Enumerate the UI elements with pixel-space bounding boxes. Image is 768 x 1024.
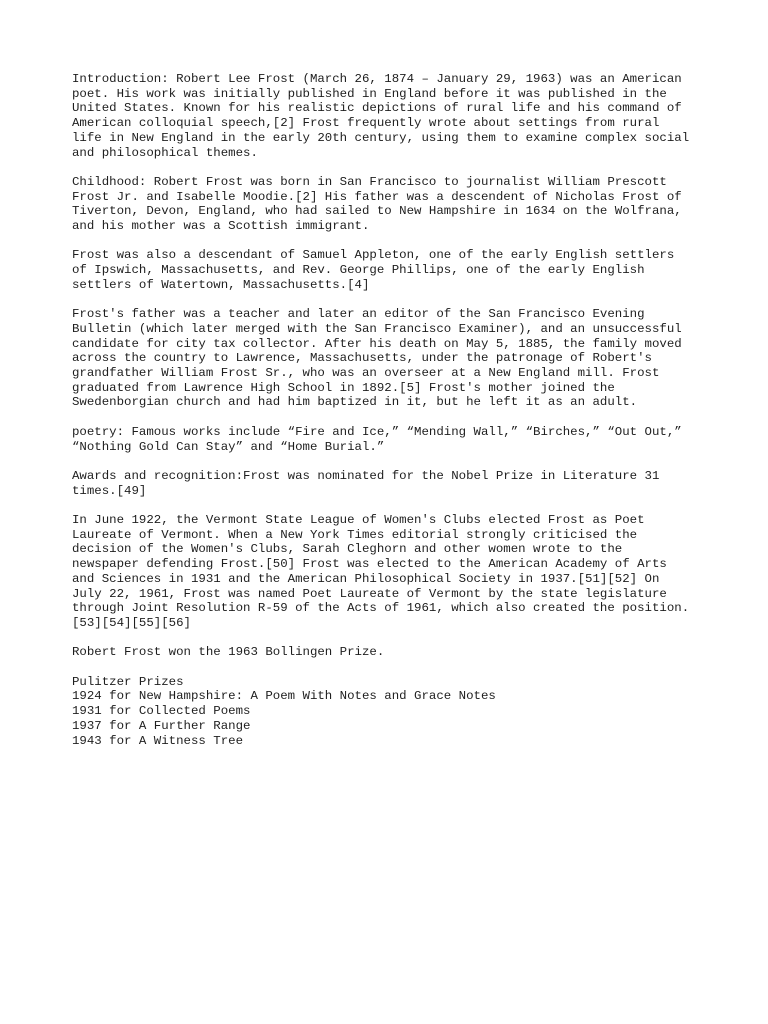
paragraph-ancestry: Frost was also a descendant of Samuel Appleton, one of the early English settlers of Ipswich, Massachusetts, and Rev. George Phillips, one of the early English settlers of Watertown, Massachusetts.[4] bbox=[72, 248, 675, 292]
pulitzer-item: 1924 for New Hampshire: A Poem With Notes and Grace Notes bbox=[72, 689, 496, 704]
paragraph-bollingen: Robert Frost won the 1963 Bollingen Prize. bbox=[72, 645, 385, 660]
pulitzer-item: 1937 for A Further Range bbox=[72, 718, 251, 733]
document-page bbox=[72, 72, 702, 748]
paragraph-poetry: poetry: Famous works include “Fire and Ice,” “Mending Wall,” “Birches,” “Out Out,” “Nothing Gold Can Stay” and “Home Burial.” bbox=[72, 424, 682, 454]
paragraph-awards: Awards and recognition:Frost was nominated for the Nobel Prize in Literature 31 times.[49] bbox=[72, 468, 660, 498]
paragraph-poet-laureate: In June 1922, the Vermont State League of Women's Clubs elected Frost as Poet Laureate of Vermont. When a New York Times editorial strongly criticised the decision of the Women's Clubs, Sarah Cleghorn and other women wrote to the newspaper defending Frost.[50] Frost was elected to the American Academy of Arts and Sciences in 1931 and the American Philosophical Society in 1937.[51][52] On July 22, 1961, Frost was named Poet Laureate of Vermont by the state legislature through Joint Resolution R-59 of the Acts of 1961, which also created the position. [53][54][55][56] bbox=[72, 513, 690, 630]
pulitzer-item: 1931 for Collected Poems bbox=[72, 704, 251, 719]
paragraph-childhood: Childhood: Robert Frost was born in San Francisco to journalist William Prescott Frost Jr. and Isabelle Moodie.[2] His father was a descendent of Nicholas Frost of Tiverton, Devon, England, who had sailed to New Hampshire in 1634 on the Wolfrana, and his mother was a Scottish immigrant. bbox=[72, 174, 682, 234]
pulitzer-item: 1943 for A Witness Tree bbox=[72, 733, 244, 748]
paragraph-introduction: Introduction: Robert Lee Frost (March 26, 1874 – January 29, 1963) was an American poet. His work was initially published in England before it was published in the United States. Known for his realistic depictions of rural life and his command of American colloquial speech,[2] Frost frequently wrote about settings from rural life in New England in the early 20th century, using them to examine complex social and philosophical themes. bbox=[72, 72, 690, 160]
pulitzer-heading: Pulitzer Prizes bbox=[72, 674, 184, 689]
paragraph-father: Frost's father was a teacher and later an editor of the San Francisco Evening Bulletin (which later merged with the San Francisco Examiner), and an unsuccessful candidate for city tax collector. After his death on May 5, 1885, the family moved across the country to Lawrence, Massachusetts, under the patronage of Robert's grandfather William Frost Sr., who was an overseer at a New England mill. Frost graduated from Lawrence High School in 1892.[5] Frost's mother joined the Swedenborgian church and had him baptized in it, but he left it as an adult. bbox=[72, 307, 682, 410]
pulitzer-list bbox=[72, 675, 702, 749]
